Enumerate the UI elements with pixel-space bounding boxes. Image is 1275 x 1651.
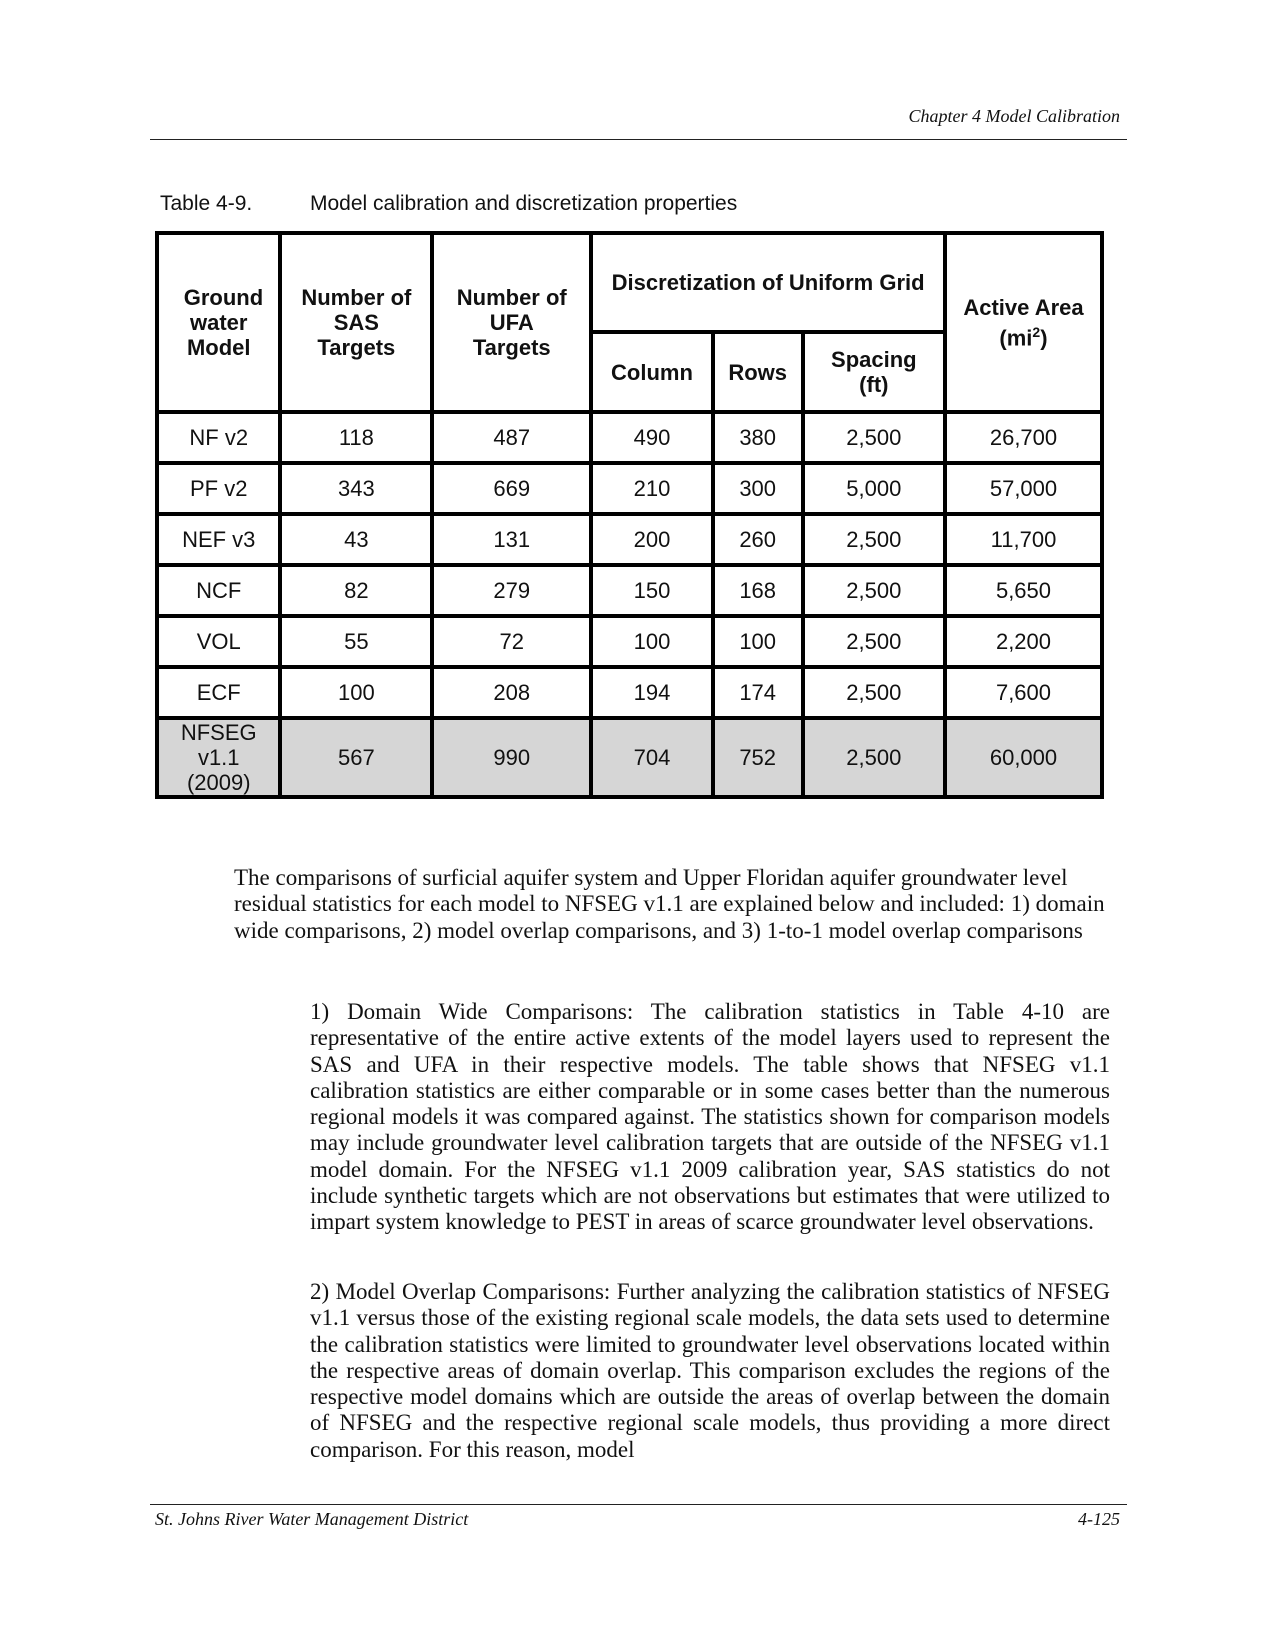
cell-rows: 300	[713, 463, 803, 514]
cell-area: 60,000	[945, 718, 1102, 797]
cell-area: 5,650	[945, 565, 1102, 616]
table-number: Table 4-9.	[160, 192, 253, 215]
header-sas-targets: Number of SAS Targets	[280, 233, 432, 412]
cell-spacing: 2,500	[803, 412, 945, 463]
calibration-table	[155, 231, 1104, 799]
header-spacing: Spacing (ft)	[803, 332, 945, 412]
cell-model: NEF v3	[157, 514, 280, 565]
cell-sas: 100	[280, 667, 432, 718]
cell-spacing: 2,500	[803, 667, 945, 718]
intro-paragraph: The comparisons of surficial aquifer system and Upper Floridan aquifer groundwater level residual statistics for each model to NFSEG v1.1 are explained below and included: 1) domain wide comparisons, 2) model overlap comparisons, and 3) 1-to-1 model overlap comparisons	[234, 865, 1105, 943]
cell-area: 2,200	[945, 616, 1102, 667]
page-number: 4-125	[1078, 1509, 1120, 1529]
table-row	[157, 412, 1102, 463]
cell-rows: 752	[713, 718, 803, 797]
cell-model: NCF	[157, 565, 280, 616]
cell-column: 100	[591, 616, 712, 667]
cell-model: ECF	[157, 667, 280, 718]
footer-rule	[150, 1504, 1127, 1505]
header-rule	[150, 139, 1127, 140]
table-row	[157, 565, 1102, 616]
running-header: Chapter 4 Model Calibration	[908, 106, 1120, 126]
cell-rows: 380	[713, 412, 803, 463]
cell-model: VOL	[157, 616, 280, 667]
table-row	[157, 616, 1102, 667]
cell-ufa: 669	[432, 463, 591, 514]
cell-sas: 43	[280, 514, 432, 565]
cell-rows: 100	[713, 616, 803, 667]
cell-model: PF v2	[157, 463, 280, 514]
cell-rows: 260	[713, 514, 803, 565]
cell-spacing: 5,000	[803, 463, 945, 514]
cell-sas: 567	[280, 718, 432, 797]
table-caption	[160, 192, 737, 216]
header-model: Ground water Model	[157, 233, 280, 412]
cell-ufa: 208	[432, 667, 591, 718]
header-grid-group: Discretization of Uniform Grid	[591, 233, 945, 332]
cell-spacing: 2,500	[803, 565, 945, 616]
cell-sas: 118	[280, 412, 432, 463]
table-title: Model calibration and discretization properties	[310, 192, 738, 215]
cell-model: NFSEG v1.1 (2009)	[157, 718, 280, 797]
model-overlap-paragraph: 2) Model Overlap Comparisons: Further analyzing the calibration statistics of NFSEG v1.1 versus those of the existing regional scale models, the data sets used to determine the calibration statistics were limited to groundwater level observations located within the respective areas of domain overlap. This comparison excludes the regions of the respective model domains which are outside the areas of overlap between the domain of NFSEG and the respective regional scale models, thus providing a more direct comparison. For this reason, model	[310, 1279, 1110, 1462]
header-ufa-targets: Number of UFA Targets	[432, 233, 591, 412]
cell-column: 210	[591, 463, 712, 514]
header-active-area: Active Area $(mi^2)$	[945, 233, 1102, 412]
header-column: Column	[591, 332, 712, 412]
cell-sas: 55	[280, 616, 432, 667]
cell-area: 11,700	[945, 514, 1102, 565]
cell-area: 7,600	[945, 667, 1102, 718]
cell-rows: 174	[713, 667, 803, 718]
cell-rows: 168	[713, 565, 803, 616]
header-rows: Rows	[713, 332, 803, 412]
cell-ufa: 131	[432, 514, 591, 565]
cell-spacing: 2,500	[803, 718, 945, 797]
table-row-highlighted	[157, 718, 1102, 797]
cell-model: NF v2	[157, 412, 280, 463]
cell-ufa: 72	[432, 616, 591, 667]
cell-column: 194	[591, 667, 712, 718]
cell-column: 490	[591, 412, 712, 463]
cell-sas: 82	[280, 565, 432, 616]
cell-spacing: 2,500	[803, 616, 945, 667]
cell-ufa: 487	[432, 412, 591, 463]
cell-sas: 343	[280, 463, 432, 514]
footer-organization: St. Johns River Water Management District	[155, 1509, 469, 1529]
cell-ufa: 990	[432, 718, 591, 797]
cell-column: 150	[591, 565, 712, 616]
cell-column: 704	[591, 718, 712, 797]
domain-wide-paragraph: 1) Domain Wide Comparisons: The calibration statistics in Table 4-10 are representative of the entire active extents of the model layers used to represent the SAS and UFA in their respective models. The table shows that NFSEG v1.1 calibration statistics are either comparable or in some cases better than the numerous regional models it was compared against. The statistics shown for comparison models may include groundwater level calibration targets that are outside of the NFSEG v1.1 model domain. For the NFSEG v1.1 2009 calibration year, SAS statistics do not include synthetic targets which are not observations but estimates that were utilized to impart system knowledge to PEST in areas of scarce groundwater level observations.	[310, 999, 1110, 1235]
cell-column: 200	[591, 514, 712, 565]
table-row	[157, 514, 1102, 565]
cell-ufa: 279	[432, 565, 591, 616]
cell-spacing: 2,500	[803, 514, 945, 565]
table-row	[157, 463, 1102, 514]
cell-area: 57,000	[945, 463, 1102, 514]
table-row	[157, 667, 1102, 718]
cell-area: 26,700	[945, 412, 1102, 463]
